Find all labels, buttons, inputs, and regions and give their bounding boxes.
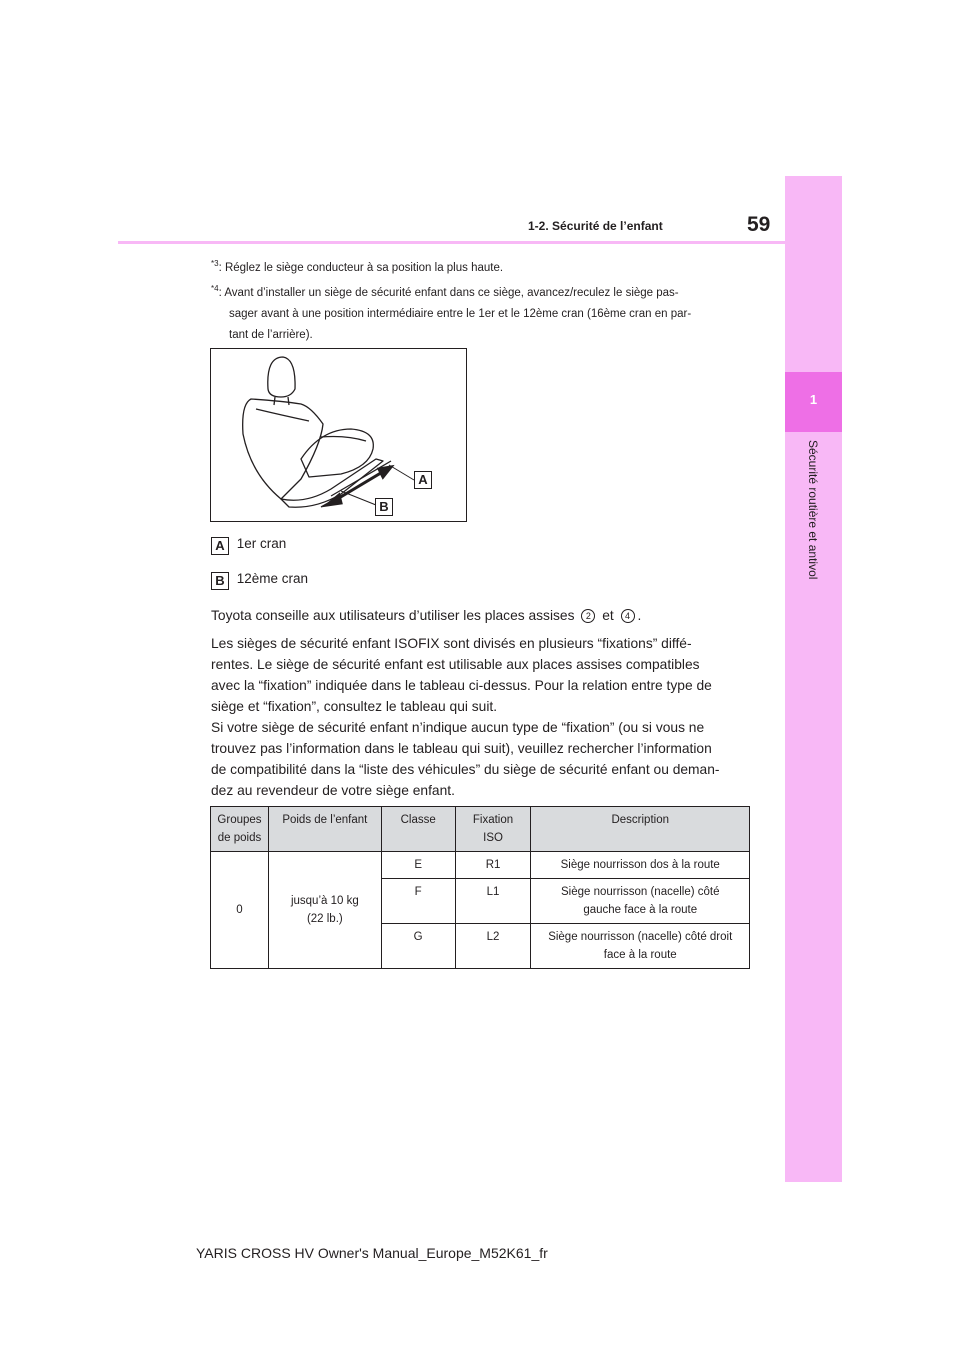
header-fixation: Fixation ISO (455, 807, 531, 852)
cell-fixation: L1 (455, 879, 531, 924)
header-group: Groupes de poids (211, 807, 269, 852)
header-description: Description (531, 807, 750, 852)
header-class: Classe (381, 807, 455, 852)
footnote-3-text: Réglez le siège conducteur à sa position la plus haute. (224, 262, 504, 274)
isofix-paragraph (211, 633, 751, 801)
footnote-4-line: Avant d’installer un siège de sécurité enfant dans ce siège, avancez/reculez le siège pas- (224, 287, 679, 299)
recommendation-text (211, 605, 751, 626)
footnote-4-marker: *4 (211, 284, 219, 293)
paragraph-line: Les sièges de sécurité enfant ISOFIX sont divisés en plusieurs “fixations” diffé- (211, 636, 692, 651)
footnote-3-marker: *3 (211, 259, 219, 268)
cell-class: F (381, 879, 455, 924)
legend-item (211, 536, 286, 555)
cell-description: Siège nourrisson (nacelle) côté droit face à la route (531, 924, 750, 969)
chapter-number: 1 (785, 372, 842, 432)
section-title: 1-2. Sécurité de l’enfant (528, 219, 663, 233)
paragraph-line: trouvez pas l’information dans le tableau qui suit), veuillez rechercher l’information (211, 741, 712, 756)
cell-class: E (381, 852, 455, 879)
legend-text: 1er cran (236, 536, 287, 551)
legend-tag: B (211, 572, 229, 590)
page-number: 59 (747, 213, 771, 236)
manual-footer: YARIS CROSS HV Owner's Manual_Europe_M52K61_fr (196, 1245, 548, 1261)
cell-group: 0 (211, 852, 269, 969)
seat-number-badge: 4 (621, 609, 635, 623)
figure-tag-b: B (375, 498, 393, 516)
cell-weight: jusqu’à 10 kg (22 lb.) (268, 852, 381, 969)
cell-description: Siège nourrisson (nacelle) côté gauche face à la route (531, 879, 750, 924)
header-rule (118, 241, 785, 244)
paragraph-line: Si votre siège de sécurité enfant n’indique aucun type de “fixation” (ou si vous ne (211, 720, 705, 735)
legend-text: 12ème cran (236, 571, 309, 586)
figure-tag-a: A (414, 471, 432, 489)
recommendation-text-mid: et (602, 608, 614, 623)
cell-description: Siège nourrisson dos à la route (531, 852, 750, 879)
header-weight: Poids de l’enfant (268, 807, 381, 852)
paragraph-line: siège et “fixation”, consultez le tableau qui suit. (211, 699, 498, 714)
footnote-4-line: sager avant à une position intermédiaire entre le 1er et le 12ème cran (16ème cran en par- (229, 308, 692, 320)
paragraph-line: de compatibilité dans la “liste des véhicules” du siège de sécurité enfant ou deman- (211, 762, 720, 777)
paragraph-line: avec la “fixation” indiquée dans le tableau ci-dessus. Pour la relation entre type de (211, 678, 712, 693)
footnote-4: $^{*4}$: Avant d’installer un siège de sécurité enfant dans ce siège, avancez/reculez le siège pas- sager avant à une position intermédiaire entre le 1er et le 12ème cran (16ème cran en par- tant de l’arrière). (211, 278, 691, 346)
seat-number-badge: 2 (581, 609, 595, 623)
table-header-row (211, 807, 750, 852)
footnote-3: $^{*3}$: Réglez le siège conducteur à sa position la plus haute. (211, 259, 504, 274)
footnote-4-line: tant de l’arrière). (229, 329, 313, 341)
recommendation-text-before: Toyota conseille aux utilisateurs d’utiliser les places assises (211, 608, 575, 623)
legend-tag: A (211, 537, 229, 555)
table-row (211, 852, 750, 879)
chapter-side-tab (785, 176, 842, 1182)
cell-fixation: L2 (455, 924, 531, 969)
paragraph-line: rentes. Le siège de sécurité enfant est utilisable aux places assises compatibles (211, 657, 700, 672)
paragraph-line: dez au revendeur de votre siège enfant. (211, 783, 455, 798)
recommendation-text-after: . (637, 608, 642, 623)
chapter-title: Sécurité routière et antivol (806, 440, 820, 580)
seat-drawing (211, 349, 466, 521)
isofix-class-table (210, 806, 750, 969)
seat-position-illustration (210, 348, 467, 522)
cell-fixation: R1 (455, 852, 531, 879)
cell-class: G (381, 924, 455, 969)
legend-item (211, 571, 308, 590)
